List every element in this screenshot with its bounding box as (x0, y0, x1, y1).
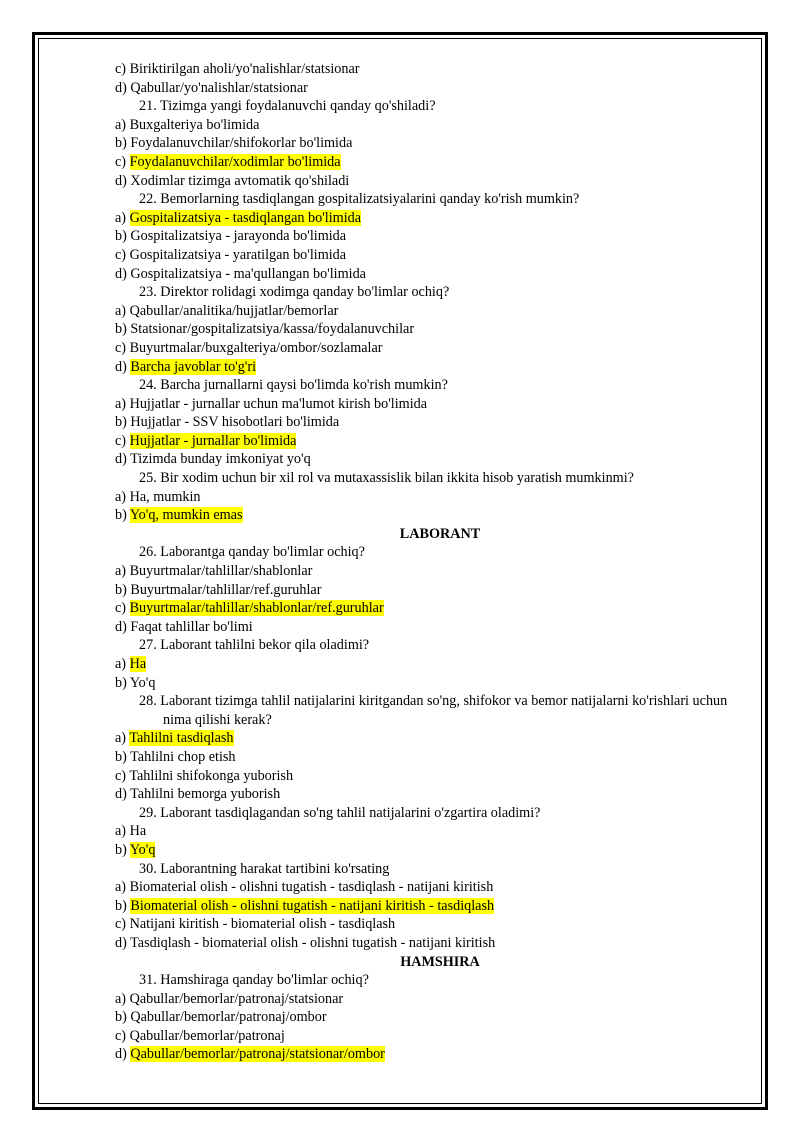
answer-option (115, 134, 735, 153)
answer-option (115, 339, 735, 358)
answer-option (115, 79, 735, 98)
answer-option (115, 748, 735, 767)
option-letter: b) (115, 841, 130, 858)
option-text: Tahlilni bemorga yuborish (130, 786, 281, 803)
option-letter: b) (115, 1009, 131, 1026)
question-text: 29. Laborant tasdiqlagandan so'ng tahlil natijalarini o'zgartira oladimi? (139, 804, 541, 821)
answer-option (115, 320, 735, 339)
option-letter: a) (115, 563, 130, 580)
answer-option (115, 841, 735, 860)
answer-option (115, 729, 735, 748)
answer-option (115, 488, 735, 507)
option-letter: c) (115, 1027, 130, 1044)
option-text: Foydalanuvchilar/shifokorlar bo'limida (130, 135, 353, 152)
option-text: Gospitalizatsiya - yaratilgan bo'limida (129, 246, 347, 263)
answer-option (115, 153, 735, 172)
correct-answer-highlight: Ha (129, 656, 147, 672)
option-text: Qabullar/yo'nalishlar/statsionar (130, 79, 308, 96)
option-letter: a) (115, 395, 130, 412)
answer-option (115, 1027, 735, 1046)
option-letter: d) (115, 172, 131, 189)
answer-option (115, 432, 735, 451)
option-letter: c) (115, 153, 130, 170)
option-letter: a) (115, 656, 130, 672)
option-text: Tizimda bunday imkoniyat yo'q (130, 451, 311, 468)
answer-option (115, 450, 735, 469)
option-text: Biomaterial olish - olishni tugatish - tasdiqlash - natijani kiritish (129, 879, 494, 896)
answer-option (115, 302, 735, 321)
option-letter: c) (115, 767, 130, 784)
option-letter: b) (115, 228, 131, 245)
option-text: Yo'q (129, 674, 156, 691)
correct-answer-highlight: Buyurtmalar/tahlillar/shablonlar/ref.guruhlar (129, 600, 384, 617)
option-letter: a) (115, 823, 130, 840)
answer-option (115, 581, 735, 600)
correct-answer-highlight: Foydalanuvchilar/xodimlar bo'limida (129, 153, 341, 170)
answer-option (115, 599, 735, 618)
option-text: Xodimlar tizimga avtomatik qo'shiladi (130, 172, 350, 189)
option-letter: c) (115, 600, 130, 617)
option-letter: b) (115, 414, 131, 431)
answer-option (115, 506, 735, 525)
answer-option (115, 227, 735, 246)
correct-answer-highlight: Barcha javoblar to'g'ri (130, 358, 257, 375)
answer-option (115, 172, 735, 191)
answer-option (115, 674, 735, 693)
section-heading: HAMSHIRA (400, 953, 480, 970)
option-text: Qabullar/bemorlar/patronaj/statsionar (129, 990, 344, 1007)
option-text: Ha (129, 823, 147, 840)
question-text: 22. Bemorlarning tasdiqlangan gospitalizatsiyalarini qanday ko'rish mumkin? (139, 191, 580, 208)
option-letter: a) (115, 116, 130, 133)
option-letter: c) (115, 339, 130, 356)
answer-option (115, 934, 735, 953)
document-content (115, 60, 735, 1064)
option-letter: d) (115, 934, 131, 951)
question-text: 24. Barcha jurnallarni qaysi bo'limda ko'rish mumkin? (139, 377, 448, 394)
answer-option (115, 395, 735, 414)
option-letter: b) (115, 748, 131, 765)
question-text: 26. Laborantga qanday bo'limlar ochiq? (139, 544, 365, 561)
option-text: Buyurtmalar/tahlillar/shablonlar (129, 563, 313, 580)
answer-option (115, 562, 735, 581)
answer-option (115, 413, 735, 432)
option-text: Qabullar/analitika/hujjatlar/bemorlar (129, 302, 339, 319)
option-text: Gospitalizatsiya - jarayonda bo'limida (130, 228, 347, 245)
answer-option (115, 60, 735, 79)
option-letter: c) (115, 432, 130, 449)
option-text: Buyurtmalar/buxgalteriya/ombor/sozlamalar (129, 339, 383, 356)
answer-option (115, 785, 735, 804)
option-letter: b) (115, 507, 130, 524)
option-letter: d) (115, 618, 131, 635)
answer-option (115, 116, 735, 135)
answer-option (115, 246, 735, 265)
answer-option (115, 990, 735, 1009)
answer-option (115, 358, 735, 377)
option-text: Natijani kiritish - biomaterial olish - tasdiqlash (129, 916, 396, 933)
answer-option (115, 265, 735, 284)
option-letter: a) (115, 302, 130, 319)
option-text: Qabullar/bemorlar/patronaj/ombor (130, 1009, 327, 1026)
correct-answer-highlight: Qabullar/bemorlar/patronaj/statsionar/ombor (130, 1046, 385, 1063)
correct-answer-highlight: Biomaterial olish - olishni tugatish - natijani kiritish - tasdiqlash (130, 897, 495, 914)
correct-answer-highlight: Yo'q, mumkin emas (129, 507, 243, 524)
question-text: 25. Bir xodim uchun bir xil rol va mutaxassislik bilan ikkita hisob yaratish mumkinmi? (139, 470, 634, 487)
option-letter: a) (115, 730, 130, 747)
answer-option (115, 209, 735, 228)
option-text: Ha, mumkin (129, 488, 201, 505)
question-text: 31. Hamshiraga qanday bo'limlar ochiq? (139, 972, 369, 989)
option-text: Hujjatlar - jurnallar uchun ma'lumot kirish bo'limida (129, 395, 428, 412)
option-letter: d) (115, 265, 131, 282)
question-text: 30. Laborantning harakat tartibini ko'rsating (139, 860, 390, 877)
option-letter: a) (115, 209, 130, 226)
correct-answer-highlight: Gospitalizatsiya - tasdiqlangan bo'limida (129, 209, 362, 226)
answer-option (115, 1045, 735, 1064)
correct-answer-highlight: Yo'q (129, 841, 156, 858)
option-text: Biriktirilgan aholi/yo'nalishlar/statsionar (129, 61, 360, 77)
option-letter: d) (115, 79, 131, 96)
option-letter: a) (115, 879, 130, 896)
option-letter: d) (115, 358, 131, 375)
option-letter: b) (115, 897, 131, 914)
option-letter: a) (115, 488, 130, 505)
option-letter: c) (115, 61, 130, 77)
option-letter: b) (115, 135, 131, 152)
answer-option (115, 618, 735, 637)
answer-option (115, 897, 735, 916)
option-letter: d) (115, 451, 131, 468)
option-letter: b) (115, 321, 131, 338)
answer-option (115, 822, 735, 841)
option-text: Buyurtmalar/tahlillar/ref.guruhlar (130, 581, 322, 598)
option-letter: d) (115, 786, 131, 803)
question-text: 27. Laborant tahlilni bekor qila oladimi? (139, 637, 370, 654)
question-text: 21. Tizimga yangi foydalanuvchi qanday qo'shiladi? (139, 98, 436, 115)
option-text: Faqat tahlillar bo'limi (130, 618, 253, 635)
option-text: Gospitalizatsiya - ma'qullangan bo'limida (130, 265, 366, 282)
option-text: Tasdiqlash - biomaterial olish - olishni tugatish - natijani kiritish (130, 934, 496, 951)
option-text: Statsionar/gospitalizatsiya/kassa/foydalanuvchilar (130, 321, 415, 338)
option-letter: c) (115, 916, 130, 933)
answer-option (115, 878, 735, 897)
answer-option (115, 915, 735, 934)
option-letter: b) (115, 674, 130, 691)
option-text: Hujjatlar - SSV hisobotlari bo'limida (130, 414, 340, 431)
option-letter: b) (115, 581, 131, 598)
question-text: 28. Laborant tizimga tahlil natijalarini kiritgandan so'ng, shifokor va bemor natijalarni ko'rishlari uchun nima qilishi kerak? (139, 693, 728, 728)
option-letter: c) (115, 246, 130, 263)
correct-answer-highlight: Tahlilni tasdiqlash (129, 730, 234, 747)
answer-option (115, 767, 735, 786)
section-heading: LABORANT (399, 525, 481, 542)
answer-option (115, 655, 735, 674)
option-text: Buxgalteriya bo'limida (129, 116, 260, 133)
correct-answer-highlight: Hujjatlar - jurnallar bo'limida (129, 432, 297, 449)
question-text: 23. Direktor rolidagi xodimga qanday bo'limlar ochiq? (139, 284, 450, 301)
option-letter: a) (115, 990, 130, 1007)
option-text: Tahlilni chop etish (130, 748, 236, 765)
option-text: Tahlilni shifokonga yuborish (129, 767, 294, 784)
answer-option (115, 1008, 735, 1027)
option-text: Qabullar/bemorlar/patronaj (129, 1027, 285, 1044)
option-letter: d) (115, 1046, 131, 1063)
